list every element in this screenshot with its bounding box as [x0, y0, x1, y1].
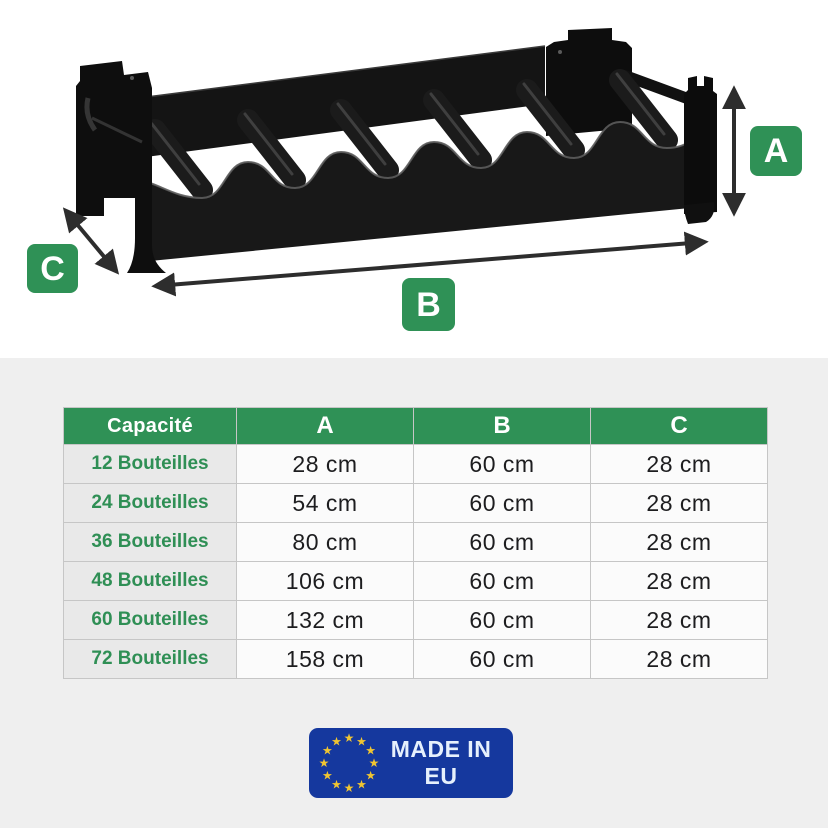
- dimension-c-cell: 28 cm: [591, 445, 768, 484]
- capacity-cell: 72 Bouteilles: [64, 640, 237, 679]
- spec-section: [0, 358, 828, 828]
- header-dimension-b: B: [414, 408, 591, 445]
- table-row: [64, 484, 768, 523]
- capacity-cell: 48 Bouteilles: [64, 562, 237, 601]
- dimension-a-cell: 54 cm: [237, 484, 414, 523]
- dimension-b-cell: 60 cm: [414, 640, 591, 679]
- table-row: [64, 562, 768, 601]
- header-dimension-a: A: [237, 408, 414, 445]
- dimension-b-cell: 60 cm: [414, 445, 591, 484]
- header-capacity: Capacité: [64, 408, 237, 445]
- product-figure: [0, 0, 828, 358]
- capacity-cell: 12 Bouteilles: [64, 445, 237, 484]
- dimension-b-cell: 60 cm: [414, 601, 591, 640]
- dimension-b-cell: 60 cm: [414, 484, 591, 523]
- dimension-c-cell: 28 cm: [591, 484, 768, 523]
- table-row: [64, 640, 768, 679]
- spec-table: [63, 407, 768, 679]
- made-in-eu-label: MADE IN EU: [390, 736, 492, 789]
- dimension-c-cell: 28 cm: [591, 562, 768, 601]
- dimension-a-cell: 80 cm: [237, 523, 414, 562]
- table-header-row: [64, 408, 768, 445]
- table-row: [64, 601, 768, 640]
- dimension-a-cell: 132 cm: [237, 601, 414, 640]
- header-dimension-c: C: [591, 408, 768, 445]
- dimension-a-cell: 158 cm: [237, 640, 414, 679]
- dimension-c-cell: 28 cm: [591, 523, 768, 562]
- made-in-eu-badge: [309, 728, 513, 798]
- capacity-cell: 36 Bouteilles: [64, 523, 237, 562]
- dimension-badge-b: B: [402, 278, 455, 331]
- rack-front-right-post: [684, 76, 717, 224]
- dimension-c-cell: 28 cm: [591, 640, 768, 679]
- dimension-c-cell: 28 cm: [591, 601, 768, 640]
- capacity-cell: 24 Bouteilles: [64, 484, 237, 523]
- table-row: [64, 523, 768, 562]
- table-row: [64, 445, 768, 484]
- capacity-cell: 60 Bouteilles: [64, 601, 237, 640]
- eu-stars-icon: ★ ★ ★ ★ ★ ★ ★ ★ ★ ★ ★ ★: [318, 731, 380, 795]
- dimension-badge-a: A: [750, 126, 802, 176]
- dimension-a-cell: 28 cm: [237, 445, 414, 484]
- rack-right-foot: [684, 202, 714, 224]
- dimension-badge-c: C: [27, 244, 78, 293]
- dimension-b-cell: 60 cm: [414, 523, 591, 562]
- dimension-a-cell: 106 cm: [237, 562, 414, 601]
- dimension-b-cell: 60 cm: [414, 562, 591, 601]
